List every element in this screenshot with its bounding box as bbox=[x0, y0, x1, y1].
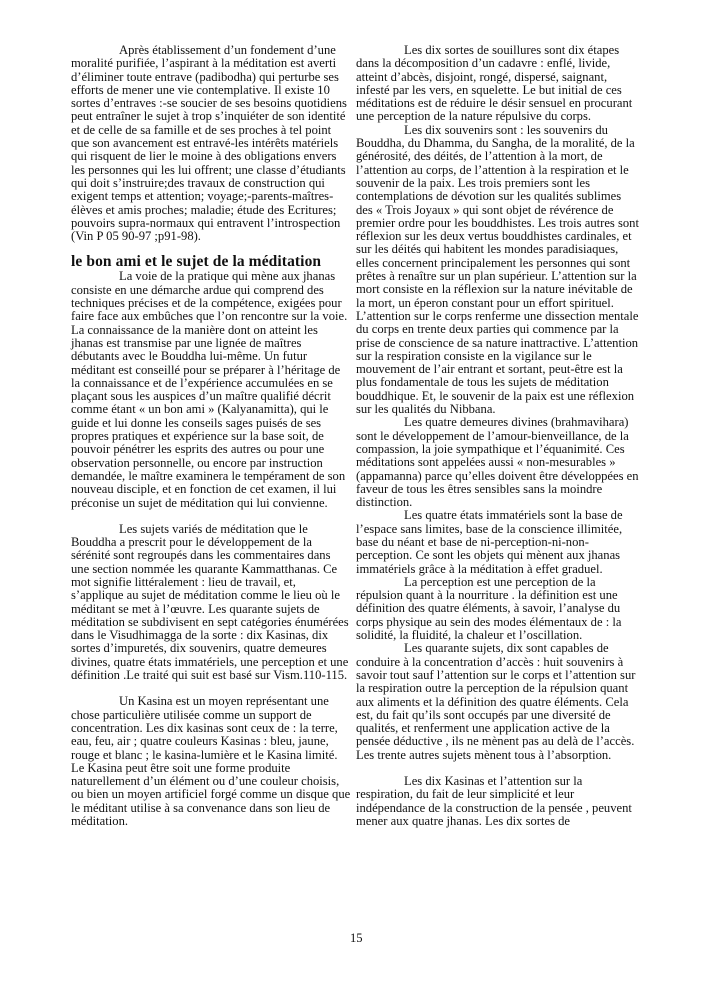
paragraph-etats-immateriels: Les quatre états immatériels sont la base de l’espace sans limites, base de la conscience illimitée, base du néant et base de ni-perception-ni-non-perception. Ce sont les objets qui mènent aux jhanas immatériels grâce à la méditation à effet graduel. bbox=[356, 508, 623, 576]
paragraph-souillures: Les dix sortes de souillures sont dix étapes dans la décomposition d’un cadavre : enflé, livide, atteint d’abcès, disjoint, rongé, dispersé, saignant, infesté par les vers, en squelette. Le but initial de ces méditations est de réduire le désir sensuel en procurant une perception de la nature répulsive du corps. bbox=[356, 43, 633, 124]
page-number: 15 bbox=[350, 931, 363, 945]
paragraph-souvenirs: Les dix souvenirs sont : les souvenirs du Bouddha, du Dhamma, du Sangha, de la moralité, de la générosité, des déités, de l’attention à la mort, de l’attention au corps, de l’attention à la respiration et le souvenir de la paix. Les trois premiers sont les contemplations de dévotion sur les qualités sublimes des « Trois Joyaux » qui sont objet de révérence de premier ordre pour les bouddhistes. Les trois autres sont réflexion sur les deux vertus bouddhistes cardinales, et sur les déités qui habitent les mondes paradisiaques, elles concernent principalement les personnes qui sont prêtes à renaître sur un plan supérieur. L’attention sur la mort consiste en la réflexion sur la nature inévitable de la mort, un éperon constant pour un effort spirituel. L’attention sur le corps renferme une dissection mentale du corps en trente deux parties qui commence par la prise de conscience de sa nature inattractive. L’attention sur la respiration consiste en la vigilance sur le mouvement de l’air entrant et sortant, peut-être est la plus fondamentale de tous les sujets de méditation bouddhique. Et, le souvenir de la paix est une réflexion sur les qualités du Nibbana. bbox=[356, 122, 639, 417]
paragraph-demeures-divines: Les quatre demeures divines (brahmavihara) sont le développement de l’amour-bienveillance, de la compassion, la joie sympathique et l’équanimité. Ces méditations sont appelées aussi « non-mesurables » (appamanna) parce qu’elles doivent être développées en faveur de tous les êtres sensibles sans la moindre distinction. bbox=[356, 415, 639, 510]
section-heading: le bon ami et le sujet de la méditation bbox=[71, 253, 322, 271]
paragraph-sujets-varies: Les sujets variés de méditation que le Bouddha a prescrit pour le développement de la sérénité sont regroupés dans les commentaires dans une section nommée les quarante Kammatthanas. Ce mot signifie littéralement : lieu de travail, et, s’applique au sujet de méditation comme le lieu où le méditant se met à l’œuvre. Les quarante sujets de méditation se subdivisent en sept catégories énumérées dans le Visudhimagga de la sorte : dix Kasinas, dix sortes d’impuretés, dix souvenirs, quatre demeures divines, quatre états immatériels, une perception et une définition .Le traité qui suit est basé sur Vism.110-115. bbox=[71, 521, 349, 683]
paragraph-entraves: Après établissement d’un fondement d’une moralité purifiée, l’aspirant à la méditation est averti d’éliminer toute entrave (padibodha) qui perturbe ses efforts de mener une vie contemplative. Il existe 10 sortes d’entraves :-se soucier de ses besoins quotidiens peut entraîner le sujet à trop s’inquiéter de son identité et de celle de sa famille et de ses proches à tel point que son avancement est entravé-les intérêts matériels qui risquent de lier le moine à des obligations envers les personnes qui les lui offrent; une classe d’étudiants qui doit s’instruire;des travaux de construction qui exigent temps et attention; voyage;-parents-maîtres-élèves et amis proches; maladie; étude des Ecritures; pouvoirs supra-normaux qui entravent l’introspection (Vin P 05 90-97 ;p91-98). bbox=[71, 43, 347, 244]
paragraph-quarante-sujets: Les quarante sujets, dix sont capables de conduire à la concentration d’accès : huit souvenirs à savoir tout sauf l’attention sur le corps et l’attention sur la respiration outre la perception de la répulsion quant aux aliments et la définition des quatre éléments. Cela est, du fait qu’ils sont occupés par une diversité de qualités, et renferment une application active de la pensée déductive , ils ne mènent pas au delà de l’accès. Les trente autres sujets mènent tous à l’absorption. bbox=[356, 641, 636, 762]
paragraph-voie-pratique: La voie de la pratique qui mène aux jhanas consiste en une démarche ardue qui comprend des techniques précises et de la compétence, exigées pour faire face aux embûches que l’on rencontre sur la voie. La connaissance de la manière dont on atteint les jhanas est transmise par une lignée de maîtres débutants avec le Bouddha lui-même. Un futur méditant est conseillé pour se préparer à l’héritage de la connaissance et de l’expérience accumulées en se plaçant sous les auspices d’un maître qualifié décrit comme étant « un bon ami » (Kalyanamitta), qui le guide et lui donne les conseils sages puisés de ses propres pratiques et expérience sur la base soit, de pouvoir pénétrer les esprits des autres ou pour une observation personnelle, ou encore par instruction demandée, le maître examinera le tempérament de son nouveau disciple, et en fonction de cet examen, il lui préconise un sujet de méditation qui lui convienne. bbox=[71, 269, 348, 510]
paragraph-perception: La perception est une perception de la répulsion quant à la nourriture . la définition est une définition des quatre éléments, à savoir, l’analyse du corps physique au sein des modes élémentaux de : la solidité, la fluidité, la chaleur et l’oscillation. bbox=[356, 574, 622, 643]
paragraph-dix-kasinas: Les dix Kasinas et l’attention sur la respiration, du fait de leur simplicité et leur indépendance de la construction de la pensée , peuvent mener aux quatre jhanas. Les dix sortes de bbox=[356, 774, 632, 828]
left-column bbox=[71, 44, 351, 828]
paragraph-kasina: Un Kasina est un moyen représentant une chose particulière utilisée comme un support de concentration. Les dix kasinas sont ceux de : la terre, eau, feu, air ; quatre couleurs Kasinas : bleu, jaune, rouge et blanc ; le kasina-lumière et le Kasina limité. Le Kasina peut être soit une forme produite naturellement d’un élément ou d’une couleur choisis, ou bien un moyen artificiel forgé comme un disque que le méditant utilise à sa convenance dans son lieu de méditation. bbox=[71, 694, 351, 829]
right-column bbox=[356, 44, 640, 828]
